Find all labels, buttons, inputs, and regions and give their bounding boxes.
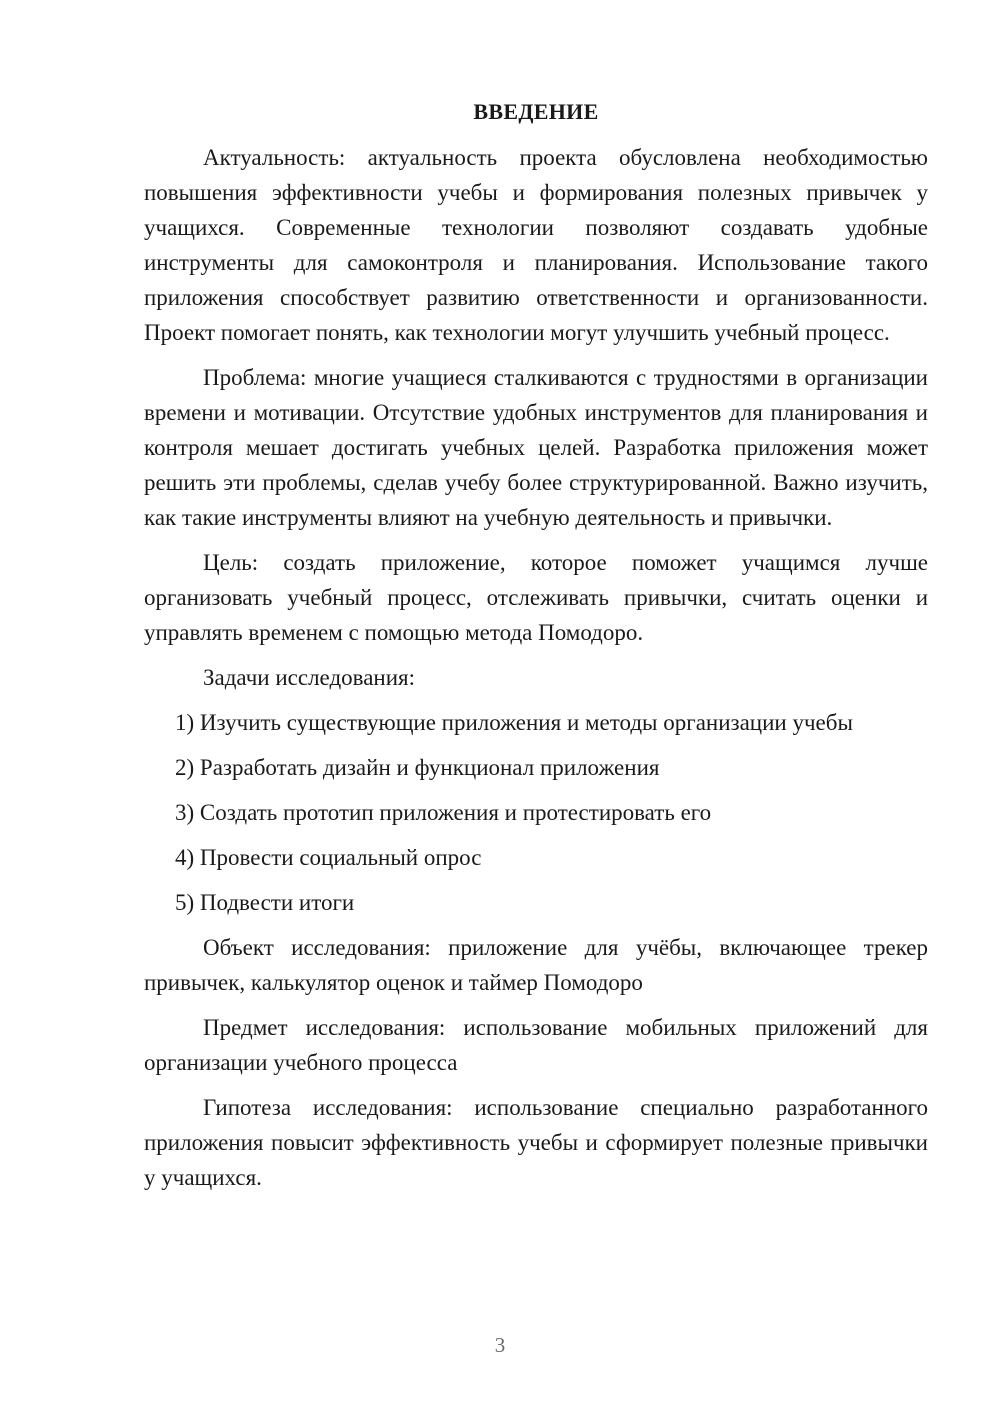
paragraph-subject: Предмет исследования: использование мобильных приложений для организации учебного процесса <box>144 1015 928 1075</box>
paragraph-goal: Цель: создать приложение, которое поможет учащимся лучше организовать учебный процесс, отслеживать привычки, считать оценки и управлять временем с помощью метода Помодоро. <box>144 550 928 645</box>
list-item: 1) Изучить существующие приложения и методы организации учебы <box>175 710 853 735</box>
tasks-heading: Задачи исследования: <box>203 665 416 690</box>
paragraph-problem: Проблема: многие учащиеся сталкиваются с трудностями в организации времени и мотивации. Отсутствие удобных инструментов для планирования и контроля мешает достигать учебных целей. Разработка приложения может решить эти проблемы, сделав учебу более структурированной. Важно изучить, как такие инструменты влияют на учебную деятельность и привычки. <box>144 365 928 530</box>
list-item: 2) Разработать дизайн и функционал приложения <box>175 755 660 780</box>
document-body <box>144 94 928 1205</box>
list-item: 4) Провести социальный опрос <box>175 845 482 870</box>
tasks-list <box>144 705 928 920</box>
paragraph-relevance: Актуальность: актуальность проекта обусловлена необходимостью повышения эффективности учебы и формирования полезных привычек у учащихся. Современные технологии позволяют создавать удобные инструменты для самоконтроля и планирования. Использование такого приложения способствует развитию ответственности и организованности. Проект помогает понять, как технологии могут улучшить учебный процесс. <box>144 145 928 345</box>
list-item: 3) Создать прототип приложения и протестировать его <box>175 800 712 825</box>
list-item: 5) Подвести итоги <box>175 890 355 915</box>
paragraph-object: Объект исследования: приложение для учёбы, включающее трекер привычек, калькулятор оценок и таймер Помодоро <box>144 935 928 995</box>
page-number: 3 <box>494 1333 506 1357</box>
document-title: ВВЕДЕНИЕ <box>473 99 599 124</box>
paragraph-hypothesis: Гипотеза исследования: использование специально разработанного приложения повысит эффективность учебы и сформирует полезные привычки у учащихся. <box>144 1095 928 1190</box>
